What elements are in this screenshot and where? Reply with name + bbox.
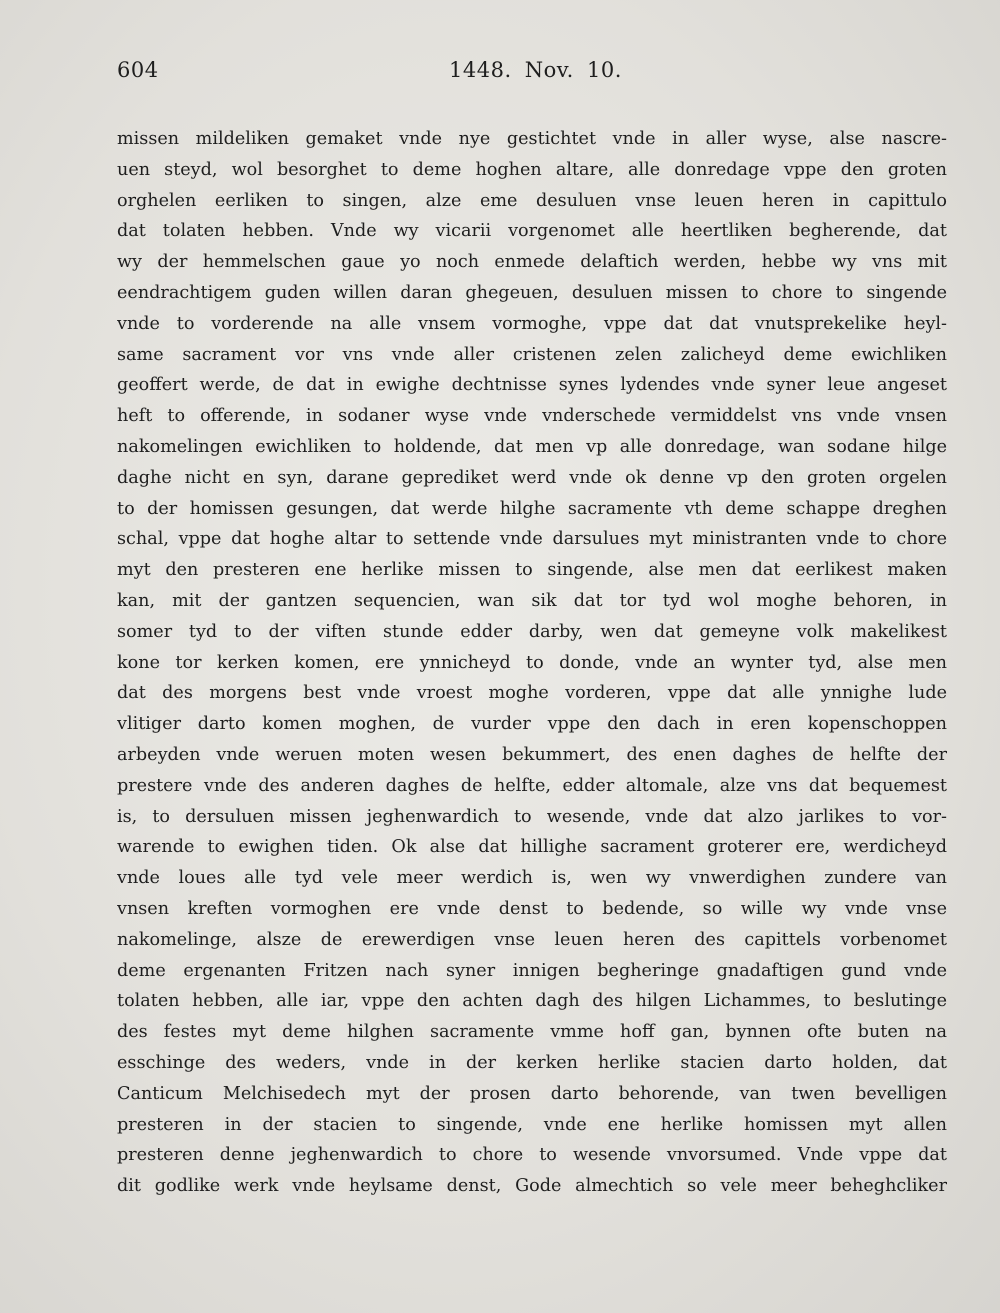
text-line: heft to offerende, in sodaner wyse vnde vnderschede vermiddelst vns vnde vnsen	[117, 406, 947, 427]
text-line: kan, mit der gantzen sequencien, wan sik dat tor tyd wol moghe behoren, in	[117, 590, 947, 611]
page-header	[117, 58, 947, 90]
text-line: nakomelinge, alsze de erewerdigen vnse leuen heren des capittels vorbenomet	[117, 929, 947, 950]
text-line: prestere vnde des anderen daghes de helfte, edder altomale, alze vns dat bequemest	[117, 775, 947, 796]
text-line: Canticum Melchisedech myt der prosen darto behorende, van twen bevelligen	[117, 1083, 947, 1104]
text-line: kone tor kerken komen, ere ynnicheyd to donde, vnde an wynter tyd, alse men	[117, 652, 947, 673]
text-line: schal, vppe dat hoghe altar to settende vnde darsulues myt ministranten vnde to chore	[117, 529, 947, 550]
text-line: missen mildeliken gemaket vnde nye gestichtet vnde in aller wyse, alse nascre-	[117, 129, 947, 149]
text-line: myt den presteren ene herlike missen to singende, alse men dat eerlikest maken	[117, 560, 947, 581]
text-line: orghelen eerliken to singen, alze eme desuluen vnse leuen heren in capittulo	[117, 190, 947, 211]
text-line: deme ergenanten Fritzen nach syner innigen begheringe gnadaftigen gund vnde	[117, 960, 947, 981]
text-line: daghe nicht en syn, darane geprediket werd vnde ok denne vp den groten orgelen	[117, 467, 947, 488]
text-line: wy der hemmelschen gaue yo noch enmede delaftich werden, hebbe wy vns mit	[117, 252, 947, 273]
text-line: presteren in der stacien to singende, vnde ene herlike homissen myt allen	[117, 1114, 947, 1135]
text-line: warende to ewighen tiden. Ok alse dat hillighe sacrament groterer ere, werdicheyd	[117, 837, 947, 858]
running-head-date: 1448. Nov. 10.	[449, 58, 622, 82]
text-line: dat des morgens best vnde vroest moghe vorderen, vppe dat alle ynnighe lude	[117, 683, 947, 704]
page-number: 604	[117, 58, 159, 82]
text-line: arbeyden vnde weruen moten wesen bekummert, des enen daghes de helfte der	[117, 744, 947, 765]
text-line: vnde to vorderende na alle vnsem vormoghe, vppe dat dat vnutsprekelike heyl-	[117, 313, 947, 334]
text-line: presteren denne jeghenwardich to chore to wesende vnvorsumed. Vnde vppe dat	[117, 1145, 947, 1166]
text-line: eendrachtigem guden willen daran ghegeuen, desuluen missen to chore to singende	[117, 282, 947, 303]
text-line: is, to dersuluen missen jeghenwardich to wesende, vnde dat alzo jarlikes to vor-	[117, 806, 947, 827]
text-line: des festes myt deme hilghen sacramente vmme hoff gan, bynnen ofte buten na	[117, 1022, 947, 1043]
text-line: vnsen kreften vormoghen ere vnde denst to bedende, so wille wy vnde vnse	[117, 898, 947, 919]
text-line: same sacrament vor vns vnde aller cristenen zelen zalicheyd deme ewichliken	[117, 344, 947, 365]
text-line: dit godlike werk vnde heylsame denst, Gode almechtich so vele meer beheghcliker	[117, 1176, 947, 1197]
text-line: somer tyd to der viften stunde edder darby, wen dat gemeyne volk makelikest	[117, 621, 947, 642]
body-text	[117, 124, 947, 1202]
text-line: to der homissen gesungen, dat werde hilghe sacramente vth deme schappe dreghen	[117, 498, 947, 519]
text-line: esschinge des weders, vnde in der kerken herlike stacien darto holden, dat	[117, 1052, 947, 1073]
text-line: vnde loues alle tyd vele meer werdich is, wen wy vnwerdighen zundere van	[117, 868, 947, 889]
text-line: uen steyd, wol besorghet to deme hoghen altare, alle donredage vppe den groten	[117, 159, 947, 180]
text-line: tolaten hebben, alle iar, vppe den achten dagh des hilgen Lichammes, to beslutinge	[117, 991, 947, 1012]
text-line: dat tolaten hebben. Vnde wy vicarii vorgenomet alle heertliken begherende, dat	[117, 221, 947, 242]
text-line: geoffert werde, de dat in ewighe dechtnisse synes lydendes vnde syner leue angeset	[117, 375, 947, 396]
text-line: nakomelingen ewichliken to holdende, dat men vp alle donredage, wan sodane hilge	[117, 436, 947, 457]
text-line: vlitiger darto komen moghen, de vurder vppe den dach in eren kopenschoppen	[117, 714, 947, 735]
